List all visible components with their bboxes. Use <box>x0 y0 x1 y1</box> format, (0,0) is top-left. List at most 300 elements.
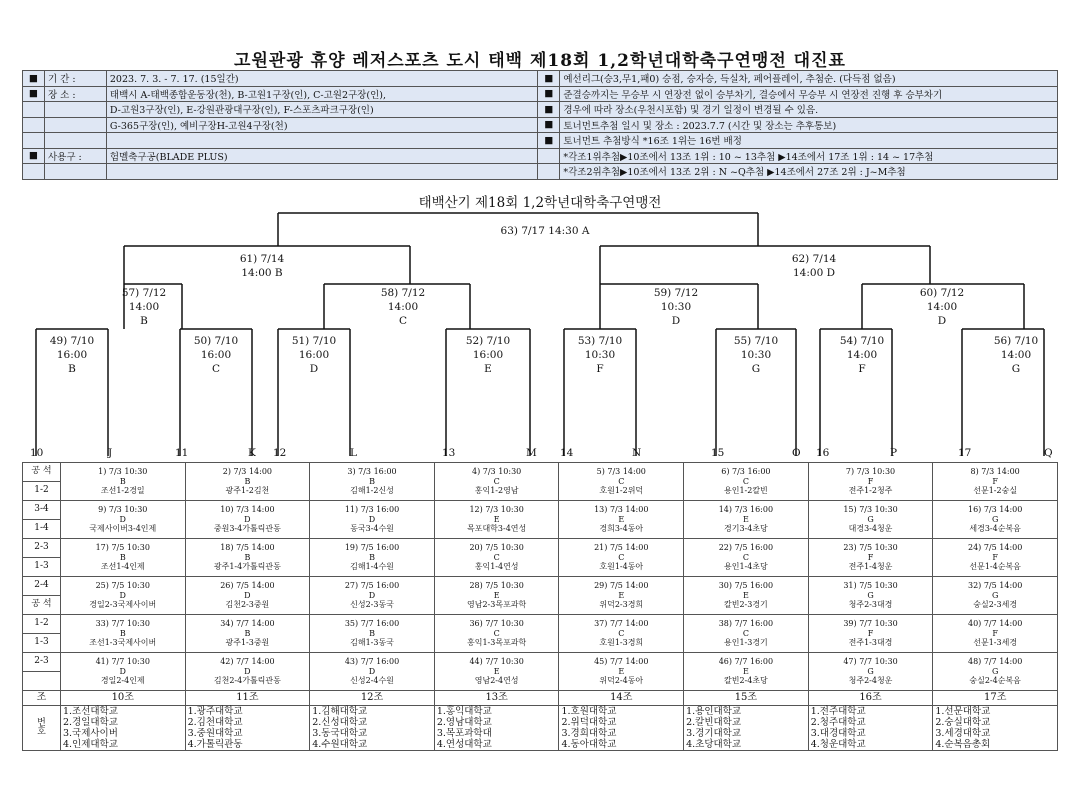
match-teams: 호원1-3경희 <box>599 638 644 648</box>
match-cell <box>60 615 185 653</box>
match-line2: 14:00 <box>1000 349 1032 361</box>
match-line3: C <box>398 315 408 327</box>
info-value <box>106 133 537 149</box>
match-time: 27) 7/5 16:00 <box>344 581 400 591</box>
match-line3: B <box>68 363 76 375</box>
match-time: 15) 7/3 10:30 <box>843 505 898 515</box>
match-line1: 59) 7/12 <box>653 287 699 299</box>
team-list <box>808 706 933 751</box>
match-line1: 56) 7/10 <box>993 335 1039 347</box>
info-right: 예선리그(승3,무1,패0) 승점, 승자승, 득실차, 페어플레이, 추첨순. (다득점 없음) <box>560 71 1058 87</box>
match-venue: B <box>119 552 126 562</box>
match-teams: 용인1-2칼빈 <box>723 486 768 496</box>
schedule-table <box>22 462 1058 751</box>
team-name: 4.동아대학교 <box>561 739 617 750</box>
match-time: 17) 7/5 10:30 <box>95 543 150 553</box>
match-line2: 14:00 <box>846 349 878 361</box>
info-row <box>23 164 1058 180</box>
match-line1: 55) 7/10 <box>733 335 779 347</box>
info-label: 장 소 : <box>44 86 106 102</box>
match-line2: 16:00 <box>472 349 504 361</box>
match-time: 30) 7/5 16:00 <box>718 581 774 591</box>
match-cell <box>434 501 559 539</box>
match-venue: G <box>867 666 874 676</box>
tournament-bracket <box>0 205 1080 460</box>
match-time: 26) 7/5 14:00 <box>220 581 275 591</box>
match-venue: E <box>742 514 749 524</box>
match-teams: 전주1-2청주 <box>848 486 893 496</box>
info-row <box>23 117 1058 133</box>
group-name: 14조 <box>559 691 684 706</box>
match-cell <box>559 653 684 691</box>
group-name: 10조 <box>60 691 185 706</box>
info-value: 태백시 A-태백종합운동장(천), B-고원1구장(인), C-고원2구장(인), <box>106 86 537 102</box>
match-teams: 홍익1-2영남 <box>474 486 519 496</box>
match-teams: 김해1-2신성 <box>350 486 394 496</box>
match-teams: 세경3-4순복음 <box>969 524 1021 534</box>
match-line3: E <box>484 363 492 375</box>
team-name: 2.신성대학교 <box>312 717 368 728</box>
match-teams: 신성2-4수원 <box>350 676 394 686</box>
schedule-row <box>23 577 1058 596</box>
round-label: 2-4 <box>23 577 61 596</box>
round-label: 2-3 <box>23 653 61 672</box>
match-cell <box>60 539 185 577</box>
team-name: 3.대경대학교 <box>810 728 866 739</box>
match-teams: 국제사이버3-4인제 <box>89 524 157 534</box>
match-time: 33) 7/7 10:30 <box>95 619 150 629</box>
match-line3: F <box>858 363 866 375</box>
match-time: 32) 7/5 14:00 <box>968 581 1023 591</box>
match-venue: F <box>867 552 874 562</box>
page-title: 고원관광 휴양 레저스포츠 도시 태백 제18회 1,2학년대학축구연맹전 대진표 <box>234 51 846 71</box>
match-teams: 호원1-2위덕 <box>599 486 644 496</box>
match-time: 1) 7/3 10:30 <box>98 467 148 477</box>
info-row <box>23 102 1058 118</box>
match-time: 34) 7/7 14:00 <box>220 619 275 629</box>
match-line1: 51) 7/10 <box>291 335 337 347</box>
match-cell <box>434 653 559 691</box>
match-line1: 62) 7/14 <box>791 253 837 265</box>
team-name: 3.국제사이버 <box>62 728 118 739</box>
match-venue: D <box>244 514 251 524</box>
bracket-slot: 17 <box>958 447 972 459</box>
match-line3: F <box>596 363 604 375</box>
info-rbox: ■ <box>538 117 560 133</box>
team-list <box>933 706 1058 751</box>
match-label <box>540 334 660 376</box>
match-venue: D <box>368 514 376 524</box>
info-row <box>23 86 1058 102</box>
match-label <box>84 286 204 328</box>
team-name: 3.중원대학교 <box>187 728 243 739</box>
team-name: 4.가톨릭관동 <box>187 739 243 750</box>
info-label <box>44 164 106 180</box>
match-teams: 칼빈2-3경기 <box>723 600 768 610</box>
info-label <box>44 102 106 118</box>
match-venue: B <box>244 552 251 562</box>
match-teams: 숭실2-3세경 <box>973 600 1018 610</box>
match-line1: 52) 7/10 <box>465 335 511 347</box>
match-time: 20) 7/5 10:30 <box>469 543 524 553</box>
match-line3: B <box>140 315 148 327</box>
match-label <box>696 334 816 376</box>
round-label: 공 석 <box>23 596 61 615</box>
match-time: 47) 7/7 10:30 <box>843 657 898 667</box>
info-rbox: ■ <box>538 86 560 102</box>
match-line2: 14:00 <box>926 301 958 313</box>
info-label <box>44 133 106 149</box>
info-rbox: ■ <box>538 102 560 118</box>
match-cell <box>559 501 684 539</box>
team-name: 4.연성대학교 <box>436 739 492 750</box>
match-venue: C <box>493 552 500 562</box>
info-right: 준결승까지는 무승부 시 연장전 없이 승부차기, 결승에서 무승부 시 연장전 진행 후 승부차기 <box>560 86 1058 102</box>
match-time: 48) 7/7 14:00 <box>968 657 1023 667</box>
bracket-slot: 15 <box>711 447 725 459</box>
team-list <box>684 706 809 751</box>
bracket-title: 태백산기 제18회 1,2학년대학축구연맹전 <box>418 195 662 211</box>
match-time: 11) 7/3 16:00 <box>344 505 400 515</box>
match-cell <box>808 539 933 577</box>
info-value: G-365구장(인), 예비구장H-고원4구장(천) <box>106 117 537 133</box>
info-value: 험멜축구공(BLADE PLUS) <box>106 148 537 164</box>
round-label <box>23 672 61 691</box>
match-cell <box>933 615 1058 653</box>
match-venue: D <box>244 590 251 600</box>
match-cell <box>60 577 185 615</box>
match-label <box>616 286 736 328</box>
match-label <box>343 286 463 328</box>
match-time: 45) 7/7 14:00 <box>594 657 649 667</box>
match-teams: 칼빈2-4초당 <box>723 676 768 686</box>
match-venue: F <box>867 476 874 486</box>
match-time: 4) 7/3 10:30 <box>472 467 522 477</box>
match-line2: 10:30 <box>660 301 692 313</box>
match-time: 10) 7/3 14:00 <box>220 505 275 515</box>
match-line3: D <box>671 315 681 327</box>
match-teams: 김천2-3중원 <box>225 600 270 610</box>
match-teams: 홍익1-3목포과학 <box>467 638 527 648</box>
match-cell <box>310 501 435 539</box>
match-time: 46) 7/7 16:00 <box>718 657 774 667</box>
team-name: 4.순복음총회 <box>935 739 991 750</box>
match-time: 18) 7/5 14:00 <box>220 543 275 553</box>
bracket-slot: Q <box>1044 447 1053 459</box>
match-line1: 63) 7/17 14:30 A <box>500 225 590 237</box>
team-list <box>185 706 310 751</box>
info-box: ■ <box>23 86 45 102</box>
info-right: *각조2위추첨▶10조에서 13조 2위 : N ~Q추첨 ▶14조에서 27조 2위 : J~M추첨 <box>560 164 1058 180</box>
match-teams: 청주2-4청운 <box>848 676 893 686</box>
match-venue: B <box>244 628 251 638</box>
bracket-slot: L <box>350 447 357 459</box>
bracket-slot: M <box>526 447 537 459</box>
match-time: 9) 7/3 10:30 <box>98 505 148 515</box>
match-cell <box>310 539 435 577</box>
schedule-row <box>23 615 1058 634</box>
info-right: 경우에 따라 장소(우천시포함) 및 경기 일정이 변경될 수 있음. <box>560 102 1058 118</box>
match-teams: 경일2-3국제사이버 <box>89 600 157 610</box>
match-teams: 광주1-4가톨릭관동 <box>213 562 281 572</box>
match-teams: 영남2-4연성 <box>474 676 519 686</box>
info-rbox <box>538 164 560 180</box>
round-label: 1-3 <box>23 634 61 653</box>
match-teams: 용인1-3경기 <box>723 638 768 648</box>
match-line3: D <box>937 315 947 327</box>
info-row <box>23 148 1058 164</box>
match-cell <box>185 463 310 501</box>
round-label: 1-2 <box>23 482 61 501</box>
match-venue: E <box>618 666 625 676</box>
match-venue: C <box>618 628 625 638</box>
group-name: 15조 <box>684 691 809 706</box>
match-venue: C <box>493 476 500 486</box>
match-venue: G <box>991 666 999 676</box>
match-cell <box>684 577 809 615</box>
match-venue: C <box>742 628 749 638</box>
match-venue: D <box>119 590 126 600</box>
match-venue: F <box>992 476 998 486</box>
schedule-row <box>23 653 1058 672</box>
match-line1: 57) 7/12 <box>121 287 167 299</box>
bracket-slot: J <box>108 447 113 459</box>
match-venue: C <box>493 628 500 638</box>
match-teams: 전주1-4청운 <box>848 562 893 572</box>
match-line2: 14:00 B <box>241 267 283 279</box>
match-cell <box>559 577 684 615</box>
team-name: 1.호원대학교 <box>561 706 617 717</box>
match-teams: 선문1-3세경 <box>973 638 1018 648</box>
match-venue: F <box>992 552 998 562</box>
match-teams: 조선1-4인제 <box>100 562 145 572</box>
round-label: 3-4 <box>23 501 61 520</box>
match-teams: 광주1-3중원 <box>225 638 270 648</box>
match-venue: D <box>119 514 126 524</box>
number-label: 번 호 <box>23 706 61 751</box>
bracket-slot: 13 <box>442 447 456 459</box>
match-venue: B <box>119 628 126 638</box>
round-label: 1-2 <box>23 615 61 634</box>
team-name: 2.숭실대학교 <box>935 717 991 728</box>
team-name: 2.칼빈대학교 <box>686 717 742 728</box>
info-box <box>23 117 45 133</box>
match-label <box>754 252 874 280</box>
match-time: 22) 7/5 16:00 <box>718 543 774 553</box>
team-name: 1.홍익대학교 <box>436 706 492 717</box>
bracket-slot: P <box>890 447 898 459</box>
team-name: 4.청운대학교 <box>810 739 866 750</box>
bracket-slot: 16 <box>816 447 830 459</box>
match-venue: E <box>618 590 625 600</box>
info-box <box>23 164 45 180</box>
match-line2: 16:00 <box>298 349 330 361</box>
match-teams: 경일2-4인제 <box>100 676 145 686</box>
match-label <box>956 334 1076 376</box>
match-venue: B <box>244 476 251 486</box>
group-name: 12조 <box>310 691 435 706</box>
info-rbox <box>538 148 560 164</box>
match-teams: 조선1-3국제사이버 <box>89 638 157 648</box>
match-cell <box>933 577 1058 615</box>
match-cell <box>808 501 933 539</box>
match-cell <box>60 653 185 691</box>
match-label <box>428 334 548 376</box>
team-name: 2.경일대학교 <box>62 717 118 728</box>
match-teams: 김해1-4수원 <box>350 562 394 572</box>
bracket-slot: 14 <box>560 447 574 459</box>
round-label: 공 석 <box>23 463 61 482</box>
team-list <box>434 706 559 751</box>
match-venue: D <box>368 666 376 676</box>
match-time: 37) 7/7 14:00 <box>594 619 649 629</box>
match-time: 44) 7/7 10:30 <box>469 657 524 667</box>
match-teams: 김천2-4가톨릭관동 <box>213 676 281 686</box>
match-cell <box>185 653 310 691</box>
group-name: 17조 <box>933 691 1058 706</box>
info-row <box>23 71 1058 87</box>
team-name: 3.세경대학교 <box>935 728 991 739</box>
info-right: 토너먼트추첨 일시 및 장소 : 2023.7.7 (시간 및 장소는 추후통보) <box>560 117 1058 133</box>
group-name: 13조 <box>434 691 559 706</box>
match-cell <box>933 539 1058 577</box>
match-time: 42) 7/7 14:00 <box>220 657 275 667</box>
match-cell <box>185 501 310 539</box>
match-time: 14) 7/3 16:00 <box>718 505 774 515</box>
match-cell <box>559 539 684 577</box>
group-label: 조 <box>23 691 61 706</box>
group-name: 11조 <box>185 691 310 706</box>
team-name: 1.조선대학교 <box>62 706 118 717</box>
match-cell <box>559 463 684 501</box>
info-rbox: ■ <box>538 133 560 149</box>
match-cell <box>434 539 559 577</box>
match-teams: 경기3-4초당 <box>723 524 768 534</box>
match-time: 31) 7/5 10:30 <box>843 581 898 591</box>
match-teams: 용인1-4초당 <box>723 562 768 572</box>
match-venue: B <box>119 476 126 486</box>
match-venue: E <box>742 666 749 676</box>
match-time: 12) 7/3 10:30 <box>469 505 524 515</box>
match-teams: 위덕2-3경희 <box>599 600 644 610</box>
match-venue: F <box>867 628 874 638</box>
match-teams: 조선1-2경일 <box>100 486 145 496</box>
match-cell <box>60 463 185 501</box>
match-teams: 대경3-4청운 <box>848 524 893 534</box>
team-name: 3.경희대학교 <box>561 728 617 739</box>
team-name: 1.용인대학교 <box>686 706 742 717</box>
match-label <box>802 334 922 376</box>
match-venue: D <box>119 666 126 676</box>
match-venue: G <box>991 590 999 600</box>
team-name: 2.위덕대학교 <box>561 717 617 728</box>
group-row <box>23 691 1058 706</box>
team-row <box>23 706 1058 751</box>
match-cell <box>684 463 809 501</box>
info-label <box>44 117 106 133</box>
match-time: 25) 7/5 10:30 <box>95 581 150 591</box>
match-cell <box>808 577 933 615</box>
match-time: 36) 7/7 10:30 <box>469 619 524 629</box>
match-teams: 중원3-4가톨릭관동 <box>213 524 281 534</box>
match-venue: E <box>618 514 625 524</box>
match-venue: G <box>867 514 874 524</box>
match-teams: 선문1-4순복음 <box>969 562 1021 572</box>
match-time: 24) 7/5 14:00 <box>968 543 1023 553</box>
schedule-row <box>23 501 1058 520</box>
match-time: 40) 7/7 14:00 <box>968 619 1023 629</box>
round-label: 1-3 <box>23 558 61 577</box>
match-time: 43) 7/7 16:00 <box>344 657 400 667</box>
match-venue: D <box>244 666 251 676</box>
info-value <box>106 164 537 180</box>
info-right: *각조1위추첨▶10조에서 13조 1위 : 10 ~ 13추첨 ▶14조에서 17조 1위 : 14 ~ 17추첨 <box>560 148 1058 164</box>
bracket-slot: 11 <box>175 447 189 459</box>
match-cell <box>684 653 809 691</box>
match-line2: 10:30 <box>740 349 772 361</box>
info-rbox: ■ <box>538 71 560 87</box>
team-name: 3.목포과학대 <box>436 728 492 739</box>
info-label: 기 간 : <box>44 71 106 87</box>
match-label <box>202 252 322 280</box>
team-name: 1.선문대학교 <box>935 706 991 717</box>
match-time: 21) 7/5 14:00 <box>594 543 649 553</box>
round-label: 1-4 <box>23 520 61 539</box>
team-name: 4.인제대학교 <box>62 739 118 750</box>
team-list <box>60 706 185 751</box>
match-venue: G <box>867 590 874 600</box>
match-label <box>882 286 1002 328</box>
match-line1: 49) 7/10 <box>49 335 95 347</box>
bracket-slot: 12 <box>273 447 287 459</box>
team-list <box>559 706 684 751</box>
match-cell <box>310 463 435 501</box>
match-line2: 16:00 <box>56 349 88 361</box>
team-list <box>310 706 435 751</box>
match-line3: G <box>751 363 761 375</box>
match-cell <box>808 615 933 653</box>
round-label: 2-3 <box>23 539 61 558</box>
team-name: 3.경기대학교 <box>686 728 742 739</box>
match-time: 41) 7/7 10:30 <box>95 657 150 667</box>
info-value: 2023. 7. 3. - 7. 17. (15일간) <box>106 71 537 87</box>
match-venue: E <box>493 590 500 600</box>
group-name: 16조 <box>808 691 933 706</box>
match-time: 7) 7/3 10:30 <box>845 467 896 477</box>
match-venue: B <box>369 552 375 562</box>
match-time: 29) 7/5 14:00 <box>594 581 649 591</box>
match-cell <box>933 653 1058 691</box>
match-line2: 14:00 <box>387 301 419 313</box>
match-teams: 목포대학3-4연성 <box>467 524 527 534</box>
match-line1: 61) 7/14 <box>239 253 285 265</box>
team-name: 1.광주대학교 <box>187 706 243 717</box>
match-venue: C <box>742 476 749 486</box>
team-name: 1.김해대학교 <box>312 706 368 717</box>
info-box <box>23 102 45 118</box>
match-time: 2) 7/3 14:00 <box>222 467 272 477</box>
match-teams: 경희3-4동아 <box>599 524 644 534</box>
match-teams: 광주1-2김천 <box>225 486 270 496</box>
match-line1: 54) 7/10 <box>839 335 885 347</box>
match-cell <box>808 653 933 691</box>
match-cell <box>310 615 435 653</box>
match-teams: 호원1-4동아 <box>599 562 644 572</box>
match-venue: B <box>369 628 375 638</box>
match-teams: 김해1-3동국 <box>350 638 394 648</box>
info-box <box>23 133 45 149</box>
match-line1: 58) 7/12 <box>380 287 426 299</box>
